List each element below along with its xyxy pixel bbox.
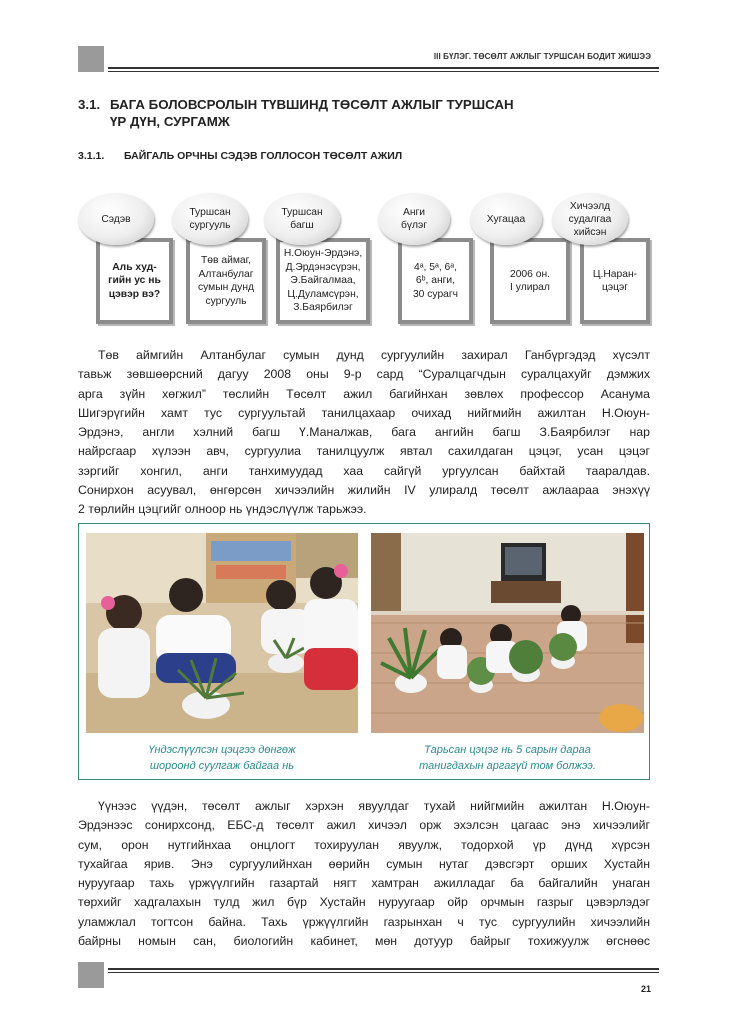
diagram-value-line: Алтанбулаг	[198, 268, 254, 280]
diagram-value-line: Төв аймаг,	[201, 255, 251, 266]
diagram-value-line: Аль худ-	[112, 261, 157, 273]
text-line: Төв аймгийн Алтанбулаг сумын дунд сургуулийн захирал Ганбүргэдэд хүсэлт	[98, 348, 650, 362]
section-number: 3.1.	[78, 97, 101, 112]
text-line: байрны номын сан, биологийн кабинет, мөн дотуур байрыг тохижуулж өгснөөс	[78, 933, 650, 948]
diagram-value-line: гийн ус нь	[108, 275, 161, 287]
diagram-header-line: Анги	[402, 207, 426, 218]
left-photo-caption	[86, 742, 358, 774]
text-line: Шигэрүгийн хамт тус сургуультай танилцахаар очихад нийгмийн ажилтан Н.Оюун-	[78, 405, 650, 420]
text-line: тавьж зөвшөөрсний дагуу 2008 оны 9-р сард “Суралцагчдын суралцахуйг дэмжих	[78, 367, 650, 382]
text-line: төрхийг хадгалахын тулд жил бүр Хустайн нуруугаар ойр орчмын газрыг цэвэрлэдэг	[78, 895, 650, 910]
text-line: Сонирхон асуувал, өнгөрсөн хичээлийн жилийн IV улиралд төсөлт ажлаараа энэхүү	[78, 482, 650, 497]
diagram-value-line: сумын дунд	[197, 282, 255, 293]
diagram-value-line: З.Баярбилэг	[293, 302, 353, 314]
diagram-header-ellipse	[378, 193, 450, 245]
text-line: тухайгаа ярив. Энэ сургуулийнхан өөрийн сумын нутаг дэвсгэрт орших Хустайн	[78, 856, 650, 871]
diagram-header-line: Туршсан	[281, 207, 323, 218]
diagram-value-line: сургууль	[205, 295, 247, 307]
footer-rule-thin	[108, 972, 659, 973]
text-line: нуруугаар тахь үржүүлгийн газартай нягт хамтран ажилладаг ба байгалийн унаган	[78, 876, 650, 890]
right-photo-caption	[371, 742, 644, 774]
text-line: найрсгаар хүлээн авч, сургуулиа танилцуулж явтал сахилдаган цэцэг, усан цэцэг	[78, 444, 650, 459]
diagram-header-line: Туршсан	[189, 207, 231, 218]
diagram-value-box	[276, 238, 370, 324]
text-line: 2 төрлийн цэцгийг олноор нь үндэслүүлж тарьжээ.	[78, 502, 367, 516]
diagram-value-box	[490, 238, 570, 324]
text-line: арга зүйн хөгжил” төслийн Төсөлт ажил багийнхан зөвлөх профессор Асанума	[78, 386, 650, 401]
diagram-header-ellipse	[78, 193, 154, 245]
text-line: Үүнээс үүдэн, төсөлт ажлыг хэрхэн явуулдаг тухай нийгмийн ажилтан Н.Оюун-	[98, 799, 650, 813]
diagram-value-line: цэцэг	[601, 282, 629, 293]
diagram-value-line: цэвэр вэ?	[108, 288, 161, 300]
paragraph-continuation	[78, 797, 650, 951]
text-line: уламжлал тогтсон байна. Тахь үржүүлгийн газрынхан ч тус сургуулийн хичээлийн	[78, 914, 650, 929]
text-line: сум, орон нутгийнхаа онцлогт тохируулан явуулж, тодорхой үр дүнд хүрсэн	[78, 837, 650, 852]
diagram-value-box	[96, 238, 173, 324]
header-rule-thin	[108, 71, 659, 72]
diagram-value-box	[580, 238, 650, 324]
diagram-header-line: судалгаа	[568, 213, 612, 225]
diagram-header-line: хийсэн	[573, 226, 607, 238]
diagram-value-line: 2006 он.	[509, 268, 551, 280]
right-caption-line: танигдахын аргагүй том болжээ.	[419, 760, 596, 772]
diagram-header-line: Сэдэв	[101, 213, 131, 225]
header-square	[78, 46, 104, 72]
footer-square	[78, 962, 104, 988]
running-header: III БҮЛЭГ. ТӨСӨЛТ АЖЛЫГ ТУРШСАН БОДИТ ЖИШЭЭ	[433, 52, 651, 61]
header-rule	[108, 67, 659, 69]
left-caption-line: шороонд суулгаж байгаа нь	[149, 760, 295, 772]
photo-frame	[78, 523, 650, 780]
subsection-title: БАЙГАЛЬ ОРЧНЫ СЭДЭВ ГОЛЛОСОН ТӨСӨЛТ АЖИЛ	[124, 150, 403, 162]
diagram-value-line: Ц.Дуламсүрэн,	[287, 288, 359, 300]
footer-rule	[108, 968, 659, 970]
diagram-value-box	[398, 238, 473, 324]
diagram-header-ellipse	[552, 193, 628, 245]
diagram-header-ellipse	[264, 193, 340, 245]
diagram-value-line: 4ᵃ, 5ᵃ, 6ᵃ,	[414, 261, 457, 273]
diagram-value-line: 6ᵇ, анги,	[415, 275, 456, 287]
diagram-value-line: Э.Байгалмаа,	[290, 275, 356, 287]
page-number: 21	[640, 984, 651, 994]
paragraph-intro	[78, 346, 650, 519]
diagram-header-line: Хугацаа	[486, 213, 526, 225]
diagram-header-line: багш	[290, 220, 314, 231]
text-line: Эрдэнээс сонирхсонд, ЕБС-д төсөлт ажил хичээл орж эхэлсэн цагаас энэ хичээлийг	[78, 818, 650, 833]
section-title: БАГА БОЛОВСРОЛЫН ТҮВШИНД ТӨСӨЛТ АЖЛЫГ ТУРШСАН ҮР ДҮН, СУРГАМЖ	[110, 97, 514, 129]
diagram-value-line: I улирал	[510, 282, 550, 293]
diagram-header-line: Хичээлд	[569, 200, 611, 212]
diagram-header-ellipse	[470, 193, 542, 245]
text-line: зэргийг хонгил, анги танхимуудад хаа сайгүй ургуулсан байхтай тааралдав.	[78, 463, 650, 478]
photo-children-planting	[86, 533, 358, 733]
left-caption-line: Үндэслүүлсэн цэцгээ дөнгөж	[148, 744, 296, 756]
photo-grown-plants	[371, 533, 644, 733]
right-caption-line: Тарьсан цэцэг нь 5 сарын дараа	[424, 744, 591, 756]
diagram-value-line: 30 сурагч	[412, 288, 459, 300]
diagram-header-line: бүлэг	[400, 220, 428, 231]
diagram-header-line: сургууль	[189, 220, 231, 231]
diagram-header-ellipse	[172, 193, 248, 245]
diagram-value-line: Д.Эрдэнэсүрэн,	[285, 261, 361, 273]
text-line: Эрдэнэ, англи хэлний багш Ү.Маналжав, бага ангийн багш З.Баярбилэг нар	[78, 425, 650, 439]
diagram-value-box	[186, 238, 266, 324]
diagram-value-line: Н.Оюун-Эрдэнэ,	[283, 248, 363, 260]
subsection-number: 3.1.1.	[78, 150, 105, 162]
diagram-value-line: Ц.Наран-	[592, 268, 638, 280]
